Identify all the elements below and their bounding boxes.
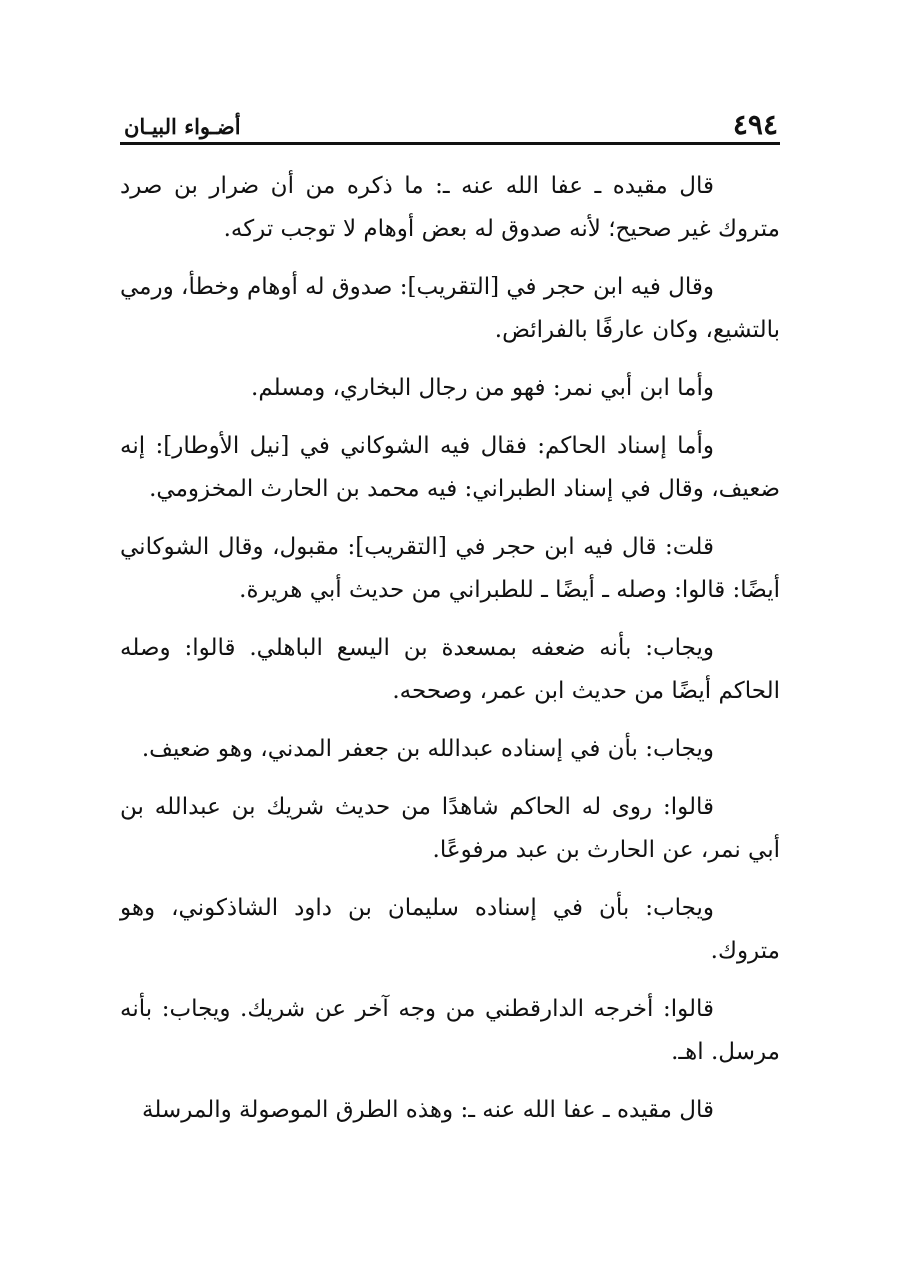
document-page xyxy=(120,100,780,1147)
header-divider xyxy=(120,142,780,145)
running-header xyxy=(120,100,780,142)
paragraph: وأما إسناد الحاكم: فقال فيه الشوكاني في [نيل الأوطار]: إنه ضعيف، وقال في إسناد الطبراني: فيه محمد بن الحارث المخزومي. xyxy=(120,433,780,502)
paragraph: قال مقيده ـ عفا الله عنه ـ: وهذه الطرق الموصولة والمرسلة xyxy=(142,1097,714,1123)
book-title: أضـواء البيـان xyxy=(124,114,241,139)
paragraph: قلت: قال فيه ابن حجر في [التقريب]: مقبول، وقال الشوكاني أيضًا: قالوا: وصله ـ أيضًا ـ للطبراني من حديث أبي هريرة. xyxy=(120,534,780,603)
paragraph: وأما ابن أبي نمر: فهو من رجال البخاري، ومسلم. xyxy=(251,375,714,401)
paragraph: ويجاب: بأنه ضعفه بمسعدة بن اليسع الباهلي. قالوا: وصله الحاكم أيضًا من حديث ابن عمر، وصححه. xyxy=(120,635,780,704)
paragraph: ويجاب: بأن في إسناده عبدالله بن جعفر المدني، وهو ضعيف. xyxy=(141,736,714,762)
paragraph: قالوا: روى له الحاكم شاهدًا من حديث شريك بن عبدالله بن أبي نمر، عن الحارث بن عبد مرفوعًا. xyxy=(120,794,780,863)
page-number: ٤٩٤ xyxy=(732,108,778,141)
body-text xyxy=(120,165,780,1132)
paragraph: ويجاب: بأن في إسناده سليمان بن داود الشاذكوني، وهو متروك. xyxy=(120,895,780,964)
paragraph: وقال فيه ابن حجر في [التقريب]: صدوق له أوهام وخطأ، ورمي بالتشيع، وكان عارفًا بالفرائض. xyxy=(120,274,780,343)
paragraph: قال مقيده ـ عفا الله عنه ـ: ما ذكره من أن ضرار بن صرد متروك غير صحيح؛ لأنه صدوق له بعض أوهام لا توجب تركه. xyxy=(120,173,780,242)
paragraph: قالوا: أخرجه الدارقطني من وجه آخر عن شريك. ويجاب: بأنه مرسل. اهـ. xyxy=(120,996,780,1065)
